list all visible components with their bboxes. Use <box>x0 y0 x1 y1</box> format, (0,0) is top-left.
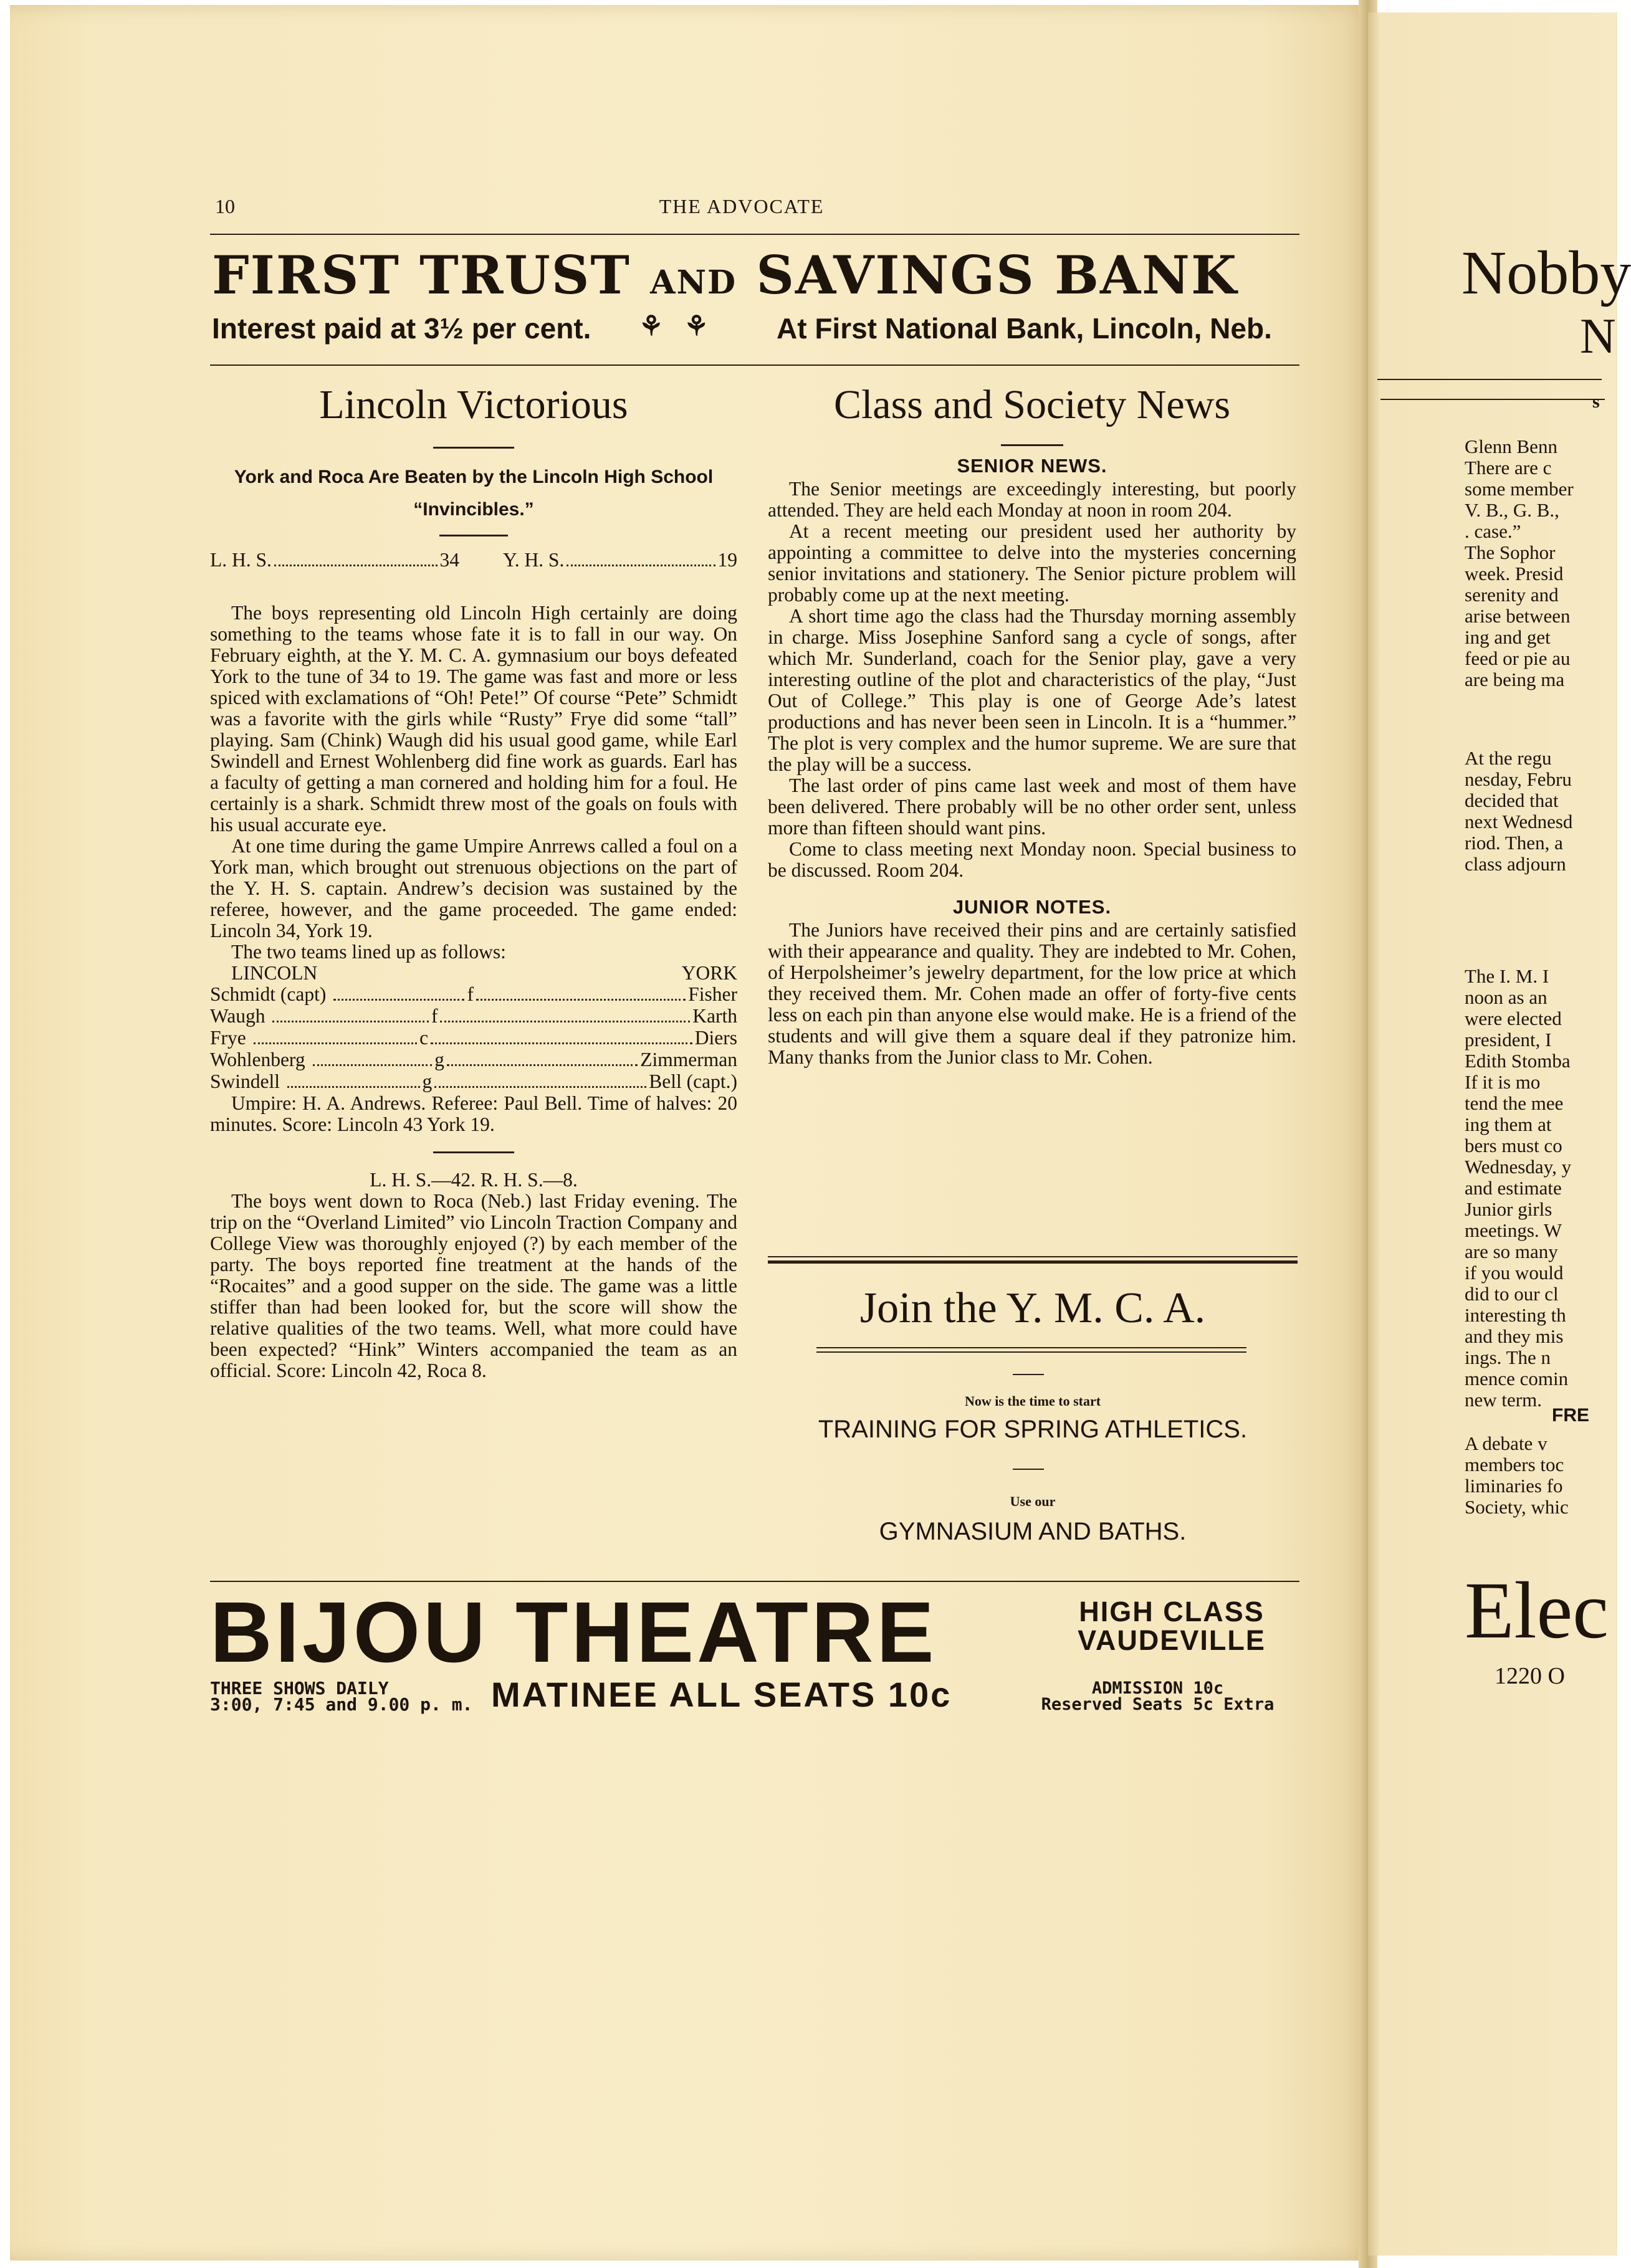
next-page-line: liminaries fo <box>1465 1475 1563 1497</box>
next-page-line: did to our cl <box>1465 1283 1559 1305</box>
next-page-heading2: N <box>1580 309 1616 364</box>
bijou-rule-top <box>210 1581 1299 1582</box>
bijou-shows-line1: THREE SHOWS DAILY <box>210 1678 389 1699</box>
ymca-short-rule <box>1013 1374 1044 1375</box>
next-page-block-b <box>1465 748 1572 875</box>
next-page-line: were elected <box>1465 1008 1562 1029</box>
bank-title-and: AND <box>650 264 737 302</box>
next-page-line: new term. <box>1465 1389 1542 1411</box>
paragraph: The boys representing old Lincoln High certainly are doing something to the teams whose fate it is to fall in our way. On February eighth, at the Y. M. C. A. gymnasium our boys defeated York to the tune of 34 to 19. The game was fast and more or less spiced with exclamations of “Oh! Pete!” Of course “Pete” Schmidt was a favorite with the girls while “Rusty” Frye did some “tall” playing. Sam (Chink) Waugh did his usual good game, while Earl Swindell and Ernest Wohlenberg did fine work as guards. Earl has a faculty of getting a man cornered and holding him for a foul. He certainly is a shark. Schmidt threw most of the goals on fouls with his usual accurate eye. <box>210 602 737 836</box>
ymca-title-rule <box>816 1347 1246 1348</box>
lineup-york-player: Diers <box>694 1027 737 1049</box>
paragraph: Umpire: H. A. Andrews. Referee: Paul Bell. Time of halves: 20 minutes. Score: Lincoln 43 York 19. <box>210 1092 737 1135</box>
next-page-line: . case.” <box>1465 520 1521 542</box>
page-number: 10 <box>215 195 235 217</box>
next-page-line: and they mis <box>1465 1325 1564 1347</box>
bijou-tag1: HIGH CLASS <box>1079 1596 1265 1627</box>
lineup-lincoln-player: Frye <box>210 1027 246 1049</box>
ymca-short-rule <box>1013 1469 1044 1470</box>
next-page-rule <box>1380 399 1605 400</box>
ymca-line3: Use our <box>1010 1494 1056 1509</box>
bijou-shows <box>210 1680 472 1713</box>
bijou-admission <box>1016 1680 1299 1713</box>
next-page-line: ings. The n <box>1465 1346 1551 1368</box>
next-page-line: V. B., G. B., <box>1465 499 1559 521</box>
bijou-matinee: MATINEE ALL SEATS 10c <box>491 1675 952 1714</box>
next-page-line: president, I <box>1465 1029 1552 1051</box>
bijou-shows-line2: 3:00, 7:45 and 9.00 p. m. <box>210 1694 473 1715</box>
junior-notes-heading: JUNIOR NOTES. <box>952 896 1112 918</box>
bank-interest: Interest paid at 3½ per cent. <box>212 312 591 345</box>
paragraph: At one time during the game Umpire Anrrews called a foul on a York man, which brought out strenuous objections on the part of the Y. H. S. captain. Andrew’s decision was sustained by the referee, however, and the game proceeded. The game ended: Lincoln 34, York 19. <box>210 835 737 941</box>
bijou-adm2: Reserved Seats 5c Extra <box>1041 1695 1275 1714</box>
paragraph: At a recent meeting our president used her authority by appointing a committee to delve into the mysteries concerning senior invitations and stationery. The Senior picture problem will probably come up at the next meeting. <box>768 520 1296 606</box>
next-page-line: serenity and <box>1465 584 1559 606</box>
bijou-tag2: VAUDEVILLE <box>1078 1624 1266 1656</box>
next-page-elec: Elec <box>1465 1566 1609 1656</box>
bijou-tagline <box>1044 1598 1299 1655</box>
next-page-line: ing them at <box>1465 1113 1552 1135</box>
right-article <box>768 377 1296 1068</box>
next-page-line: There are c <box>1465 457 1552 479</box>
score-line-roca: L. H. S.—42. R. H. S.—8. <box>370 1169 578 1191</box>
lineup-york-head: YORK <box>681 962 737 984</box>
ymca-line1: Now is the time to start <box>964 1393 1101 1409</box>
lineup-lincoln-player: Wohlenberg <box>210 1049 305 1070</box>
next-page-block-c <box>1465 966 1571 1411</box>
lineup-position: g <box>422 1070 433 1092</box>
subtitle-rule <box>439 535 508 536</box>
bank-ad-rule <box>210 364 1299 366</box>
next-page-line: decided that <box>1465 789 1559 811</box>
lineup-row <box>210 1049 737 1071</box>
next-page-line: riod. Then, a <box>1465 832 1563 854</box>
next-page-line: Society, whic <box>1465 1496 1569 1518</box>
lineup-york-player: Fisher <box>688 983 737 1005</box>
ymca-rule-top-thick <box>768 1260 1298 1264</box>
next-page-line: are so many <box>1465 1241 1558 1262</box>
lineup-header <box>210 963 737 984</box>
lineup-row <box>210 1071 737 1093</box>
next-page-heading: Nobby <box>1461 238 1631 307</box>
next-page-line: interesting th <box>1465 1304 1566 1326</box>
next-page-line: noon as an <box>1465 986 1547 1008</box>
next-page-line: bers must co <box>1465 1135 1562 1156</box>
bank-title-part2: SAVINGS BANK <box>756 244 1238 306</box>
ymca-title: Join the Y. M. C. A. <box>859 1284 1206 1332</box>
bijou-title: BIJOU THEATRE <box>210 1584 937 1680</box>
lineup-lincoln-player: Schmidt (capt) <box>210 983 327 1005</box>
leaf-ornament-icon: ⚘ ⚘ <box>639 311 709 341</box>
next-page-line: members toc <box>1465 1454 1564 1475</box>
bijou-adm1: ADMISSION 10c <box>1091 1679 1224 1698</box>
bank-location: At First National Bank, Lincoln, Neb. <box>777 312 1272 345</box>
yhs-label: Y. H. S. <box>503 549 565 571</box>
next-page-line: The I. M. I <box>1465 965 1549 987</box>
next-page-line: week. Presid <box>1465 563 1564 584</box>
next-page-line: Junior girls <box>1465 1198 1552 1220</box>
lineup-row <box>210 1027 737 1049</box>
lineup-york-player: Bell (capt.) <box>649 1070 737 1092</box>
lhs-score: 34 <box>439 549 459 571</box>
lineup-position: c <box>419 1027 429 1049</box>
ymca-line2: TRAINING FOR SPRING ATHLETICS. <box>818 1416 1248 1443</box>
section-rule <box>433 1151 514 1153</box>
next-page-line: some member <box>1465 478 1574 500</box>
lineup-row <box>210 984 737 1006</box>
left-article <box>210 377 737 1381</box>
next-page-line: Wednesday, y <box>1465 1156 1572 1178</box>
next-page-line: and estimate <box>1465 1177 1562 1199</box>
title-rule <box>1001 444 1063 446</box>
lineup-york-player: Karth <box>692 1005 737 1027</box>
lineup-table <box>210 984 737 1093</box>
bank-title-part1: FIRST TRUST <box>212 244 631 306</box>
paragraph: The Juniors have received their pins and are certainly satisfied with their appearance and quality. They are indebted to Mr. Cohen, of Herpolsheimer’s jewelry department, for the low price at which they received them. Mr. Cohen made an offer of forty-five cents less on each pin than anyone else would make. He is a friend of the students and will give them a square deal if they patronize him. Many thanks from the Junior class to Mr. Cohen. <box>768 919 1296 1068</box>
next-page-line: mence comin <box>1465 1368 1569 1389</box>
bank-ad-title <box>212 244 1299 314</box>
lineup-lincoln-player: Swindell <box>210 1070 280 1092</box>
lineup-york-player: Zimmerman <box>640 1049 737 1070</box>
paragraph: A short time ago the class had the Thursday morning assembly in charge. Miss Josephine Sanford sang a cycle of songs, after which Mr. Sunderland, coach for the Senior play, gave a very interesting outline of the plot and characteristics of the play, “Just Out of College.” This play is one of George Ade’s latest productions and has never been seen in Lincoln. It is a “hummer.” The plot is very complex and the humor supreme. We are sure that the play will be a success. <box>768 605 1296 775</box>
next-page-line: If it is mo <box>1465 1071 1541 1093</box>
article-subtitle: York and Roca Are Beaten by the Lincoln High School “Invincibles.” <box>234 467 714 520</box>
next-page-line: next Wednesd <box>1465 811 1573 832</box>
paragraph: Come to class meeting next Monday noon. Special business to be discussed. Room 204. <box>768 838 1296 881</box>
running-title: THE ADVOCATE <box>659 195 825 217</box>
ymca-rule-top <box>768 1256 1298 1257</box>
paragraph: The last order of pins came last week and most of them have been delivered. There probably will be no other order sent, unless more than fifteen should want pins. <box>768 774 1296 839</box>
paragraph: The two teams lined up as follows: <box>231 941 506 963</box>
lineup-position: f <box>467 983 474 1005</box>
paragraph: The Senior meetings are exceedingly interesting, but poorly attended. They are held each Monday at noon in room 204. <box>768 478 1296 521</box>
lhs-label: L. H. S. <box>210 549 272 571</box>
next-page-line: arise between <box>1465 605 1571 627</box>
next-page-line: A debate v <box>1465 1432 1547 1454</box>
ymca-title-rule2 <box>816 1351 1246 1353</box>
next-page-line: The Sophor <box>1465 541 1556 563</box>
next-page-dot: s <box>1592 391 1600 412</box>
lineup-lincoln-player: Waugh <box>210 1005 265 1027</box>
next-page-line: At the regu <box>1465 747 1552 769</box>
lineup-lincoln-head: LINCOLN <box>231 962 318 984</box>
next-page-line: tend the mee <box>1465 1092 1564 1114</box>
lineup-row <box>210 1006 737 1027</box>
lineup-position: f <box>431 1005 438 1027</box>
title-rule <box>433 447 514 449</box>
next-page-line: are being ma <box>1465 669 1565 690</box>
next-page-block-a <box>1465 436 1574 690</box>
lineup-position: g <box>434 1049 444 1070</box>
next-page-line: class adjourn <box>1465 853 1566 875</box>
next-page-line: feed or pie au <box>1465 647 1571 669</box>
next-page-address: 1220 O <box>1495 1663 1565 1689</box>
header-rule <box>210 234 1299 235</box>
article-title-lincoln: Lincoln Victorious <box>319 382 628 427</box>
paragraph: The boys went down to Roca (Neb.) last Friday evening. The trip on the “Overland Limited” vio Lincoln Traction Company and College View was thoroughly enjoyed (?) by each member of the party. The boys reported fine treatment at the hands of the “Rocaites” and a good supper on the side. The game was a little stiffer than had been looked for, but the score will show the relative qualities of the two teams. Well, what more could have been expected? “Hink” Winters accompanied the team as an official. Score: Lincoln 42, Roca 8. <box>210 1190 737 1381</box>
senior-news-heading: SENIOR NEWS. <box>957 455 1107 477</box>
yhs-score: 19 <box>717 549 737 571</box>
next-page-block-d <box>1465 1433 1569 1518</box>
next-page-line: nesday, Febru <box>1465 768 1572 790</box>
ymca-line4: GYMNASIUM AND BATHS. <box>879 1518 1187 1545</box>
next-page-fre: FRE <box>1552 1405 1589 1426</box>
next-page-line: if you would <box>1465 1262 1564 1284</box>
article-title-society: Class and Society News <box>833 382 1231 427</box>
next-page-line: Edith Stomba <box>1465 1050 1571 1072</box>
next-page-line: ing and get <box>1465 626 1551 648</box>
next-page-line: Glenn Benn <box>1465 436 1557 457</box>
score-line-york <box>210 548 737 573</box>
next-page-line: meetings. W <box>1465 1219 1562 1241</box>
next-page-rule2 <box>1377 379 1602 380</box>
